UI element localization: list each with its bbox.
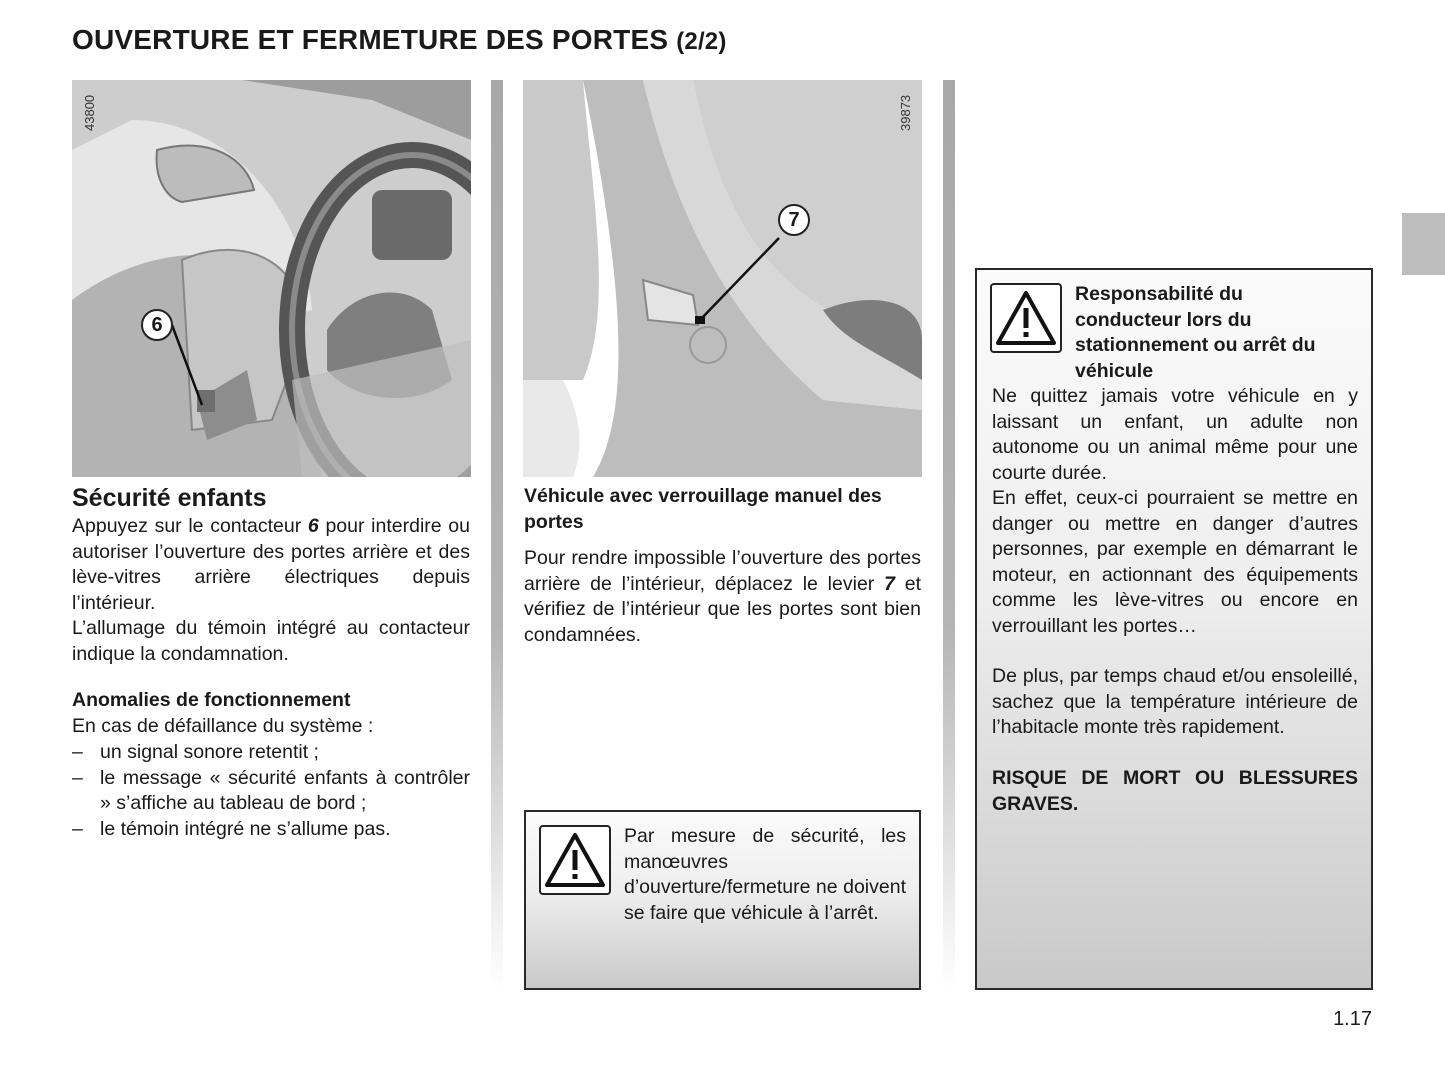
list-item: – le témoin intégré ne s’allume pas. <box>72 817 470 843</box>
paragraph-child-safety-2: L’allumage du témoin intégré au contacteur indique la condamnation. <box>72 617 470 665</box>
warning-triangle-icon <box>990 283 1062 353</box>
warning-box-driver-responsibility <box>975 268 1373 990</box>
warning-operations-text: Par mesure de sécurité, les manœuvres d’ouverture/fermeture ne doivent se faire que véhicule à l’arrêt. <box>624 825 906 924</box>
warning-driver-p4: RISQUE DE MORT OU BLESSURES GRAVES. <box>992 767 1358 815</box>
figure-door-lever <box>523 80 922 477</box>
paragraph-manual-lock <box>524 546 921 648</box>
warning-driver-p3: De plus, par temps chaud et/ou ensoleillé, sachez que la température intérieure de l’habitacle monte très rapidement. <box>992 665 1358 738</box>
figure-child-safety-switch <box>72 80 471 477</box>
heading-child-safety: Sécurité enfants <box>72 484 267 512</box>
warning-triangle-icon <box>539 825 611 895</box>
door-frame-illustration <box>523 80 922 477</box>
heading-anomalies: Anomalies de fonctionnement <box>72 689 351 711</box>
p1-after: pour interdire ou autoriser l’ouverture des portes arrière et des lève-vitres arrière électriques depuis l’intérieur. <box>72 515 470 614</box>
manual-lock-after: et vérifiez de l’intérieur que les portes sont bien condamnées. <box>524 572 921 646</box>
figure-ref-left: 43800 <box>82 94 97 131</box>
callout-7: 7 <box>778 204 810 236</box>
anomalies-intro: En cas de défaillance du système : <box>72 715 374 737</box>
page-number: 1.17 <box>1333 1008 1372 1030</box>
manual-lock-ref-number: 7 <box>884 572 895 595</box>
manual-lock-before: Pour rendre impossible l’ouverture des portes arrière de l’intérieur, déplacez le levier <box>524 547 921 595</box>
page-title <box>72 24 727 56</box>
figure-ref-middle: 39873 <box>898 94 913 131</box>
page-title-main: OUVERTURE ET FERMETURE DES PORTES <box>72 24 669 55</box>
warning-driver-heading: Responsabilité du conducteur lors du stationnement ou arrêt du véhicule <box>1075 283 1316 382</box>
column-divider-right <box>943 80 955 990</box>
column-divider-left <box>491 80 503 990</box>
anomalies-list <box>72 740 470 842</box>
paragraph-child-safety-1 <box>72 514 470 616</box>
warning-driver-p1: Ne quittez jamais votre véhicule en y laissant un enfant, un adulte non autonome ou un animal même pour une courte durée. <box>992 385 1358 484</box>
heading-manual-lock: Véhicule avec verrouillage manuel des portes <box>524 485 882 533</box>
list-item: – le message « sécurité enfants à contrôler » s’affiche au tableau de bord ; <box>72 766 470 817</box>
warning-driver-p2: En effet, ceux-ci pourraient se mettre en danger ou mettre en danger d’autres personnes, par exemple en démarrant le moteur, en actionnant des équipements comme les lève-vitres ou encore en verrouillant les portes… <box>992 487 1358 637</box>
list-item: – un signal sonore retentit ; <box>72 740 470 766</box>
callout-6: 6 <box>141 309 173 341</box>
p1-before: Appuyez sur le contacteur <box>72 515 308 537</box>
section-tab <box>1402 213 1445 275</box>
warning-box-operations <box>524 810 921 990</box>
dashboard-illustration <box>72 80 471 477</box>
p1-ref-number: 6 <box>307 515 319 537</box>
page-title-part: (2/2) <box>676 28 727 55</box>
